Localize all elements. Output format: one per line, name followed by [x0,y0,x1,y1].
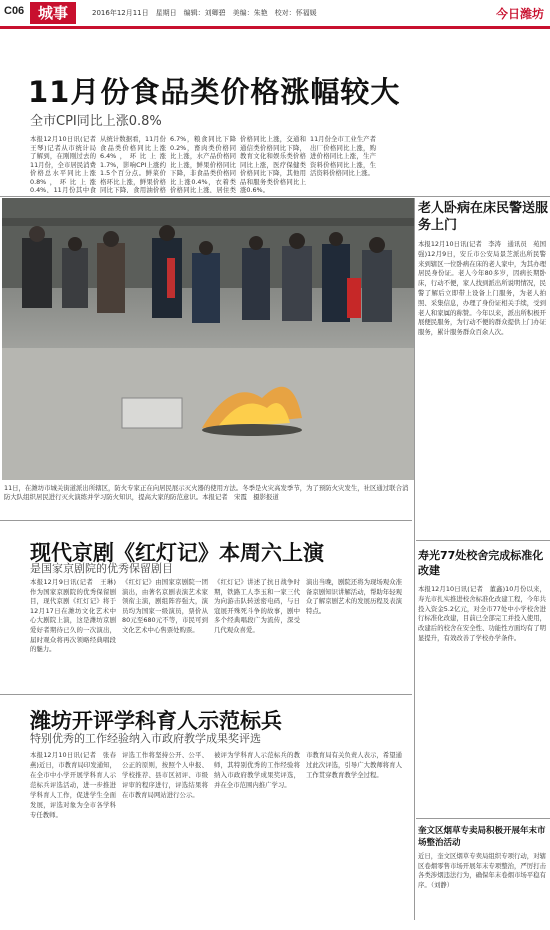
article2-subtitle: 是国家京剧院的优秀保留剧目 [30,562,173,575]
article3-headline: 潍坊开评学科育人示范标兵 [30,709,282,733]
article3-column-1: 本报12月10日讯(记者 张春燕)近日，市教育局印发通知，在全市中小学开展学科育人示范标兵评选活动，进一步推进学科育人工作，促进学生全面发展，评选对象为全市各学科专任教师。 [30,751,116,819]
lead-headline: 11月份食品类价格涨幅较大 [28,75,401,109]
right-headline-1: 老人卧病在床民警送服务上门 [418,201,549,233]
lead-column-5: 11月份全市工业生产者出厂价格同比上涨，购进价格同比上涨，生产资料价格同比上涨，生活资料价格同比上涨。 [310,135,376,177]
right-headline-2: 寿光77处校舍完成标准化改建 [418,549,544,577]
article3-subtitle: 特别优秀的工作经验纳入市政府教学成果奖评选 [30,732,261,745]
lead-column-2: 从统计数据看，11月份食品类价格同比上涨6.4%，环比上涨1.7%，影响CPI上涨约1.5个百分点。鲜菜价格环比上涨，鲜果价格同比下降，食用油价格 [100,135,166,193]
right-article-3-body: 近日，奎文区烟草专卖局组织专项行动，对辖区卷烟零售市场开展年末专项整治，严厉打击各类涉烟违法行为，确保年末卷烟市场平稳有序。（刘静） [418,852,546,889]
brand-logo: 今日潍坊 [495,7,544,21]
page-number: C06 [4,5,25,17]
article3-column-2: 评选工作将坚持公开、公平、公正的原则，按照个人申报、学校推荐、县市区初评、市级评审的程序进行，评选结果将在市教育局网站进行公示。 [122,751,208,799]
article3-column-3: 被评为学科育人示范标兵的教师，其特别优秀的工作经验将纳入市政府教学成果奖评选，并在全市范围内推广学习。 [214,751,300,789]
section-title: 城事 [30,2,76,24]
divider [0,196,550,197]
divider [0,694,412,695]
news-photo [2,198,414,480]
divider [416,540,550,541]
date-line: 2016年12月11日 星期日 编辑：刘卿碧 美编：朱艳 校对：怀福媛 [92,9,317,17]
right-headline-3: 奎文区烟草专卖局积极开展年末市场整治活动 [418,826,546,848]
divider [416,818,550,819]
article2-column-4: 演出当晚，剧院还将为现场观众准备京剧知识讲解活动，帮助年轻观众了解京剧艺术的发展历程及表演特点。 [306,578,402,615]
page-header [0,0,550,26]
article2-column-3: 《红灯记》讲述了抗日战争时期，铁路工人李玉和一家三代为向游击队转送密电码，与日寇展开殊死斗争的故事，剧中多个经典唱段广为流传，深受几代观众喜爱。 [214,578,300,634]
photo-scene [2,198,414,480]
article3-column-4: 市教育局有关负责人表示，希望通过此次评选，引导广大教师将育人工作贯穿教育教学全过程。 [306,751,402,779]
right-article-1-body: 本报12月10日讯(记者 李涛 通讯员 苑国强)12月9日，安丘市公安局景芝派出所民警来到辖区一位卧病在床的老人家中，为其办理居民身份证。老人今年80多岁，因病长期卧床，行动不便，家人找到派出所说明情况，民警了解后立即带上设备上门服务，为老人拍照、采集信息，办理了身份证相关手续，受到老人和家属的称赞。今年以来，派出所积极开展便民服务，为行动不便的群众提供上门办证服务，累计服务群众百余人次。 [418,240,546,337]
article2-headline: 现代京剧《红灯记》本周六上演 [30,541,324,565]
article2-column-2: 《红灯记》由国家京剧院一团演出，由著名京剧表演艺术家领衔主演，剧组阵容强大，演员均为国家一级演员，票价从80元至680元不等，市民可到文化艺术中心售票处购票。 [122,578,208,634]
photo-caption: 11日，在潍坊市城关街道派出所辖区，防火专家正在向居民展示灭火器的使用方法。冬季是火灾高发季节，为了预防火灾发生，社区通过联合消防大队组织居民进行灭火演练并学习防火知识，提高大家的防范意识。本报记者 宋霞 摄影报道 [4,484,409,501]
lead-column-3: 6.7%，粮食同比下降0.2%，畜肉类价格同比上涨，水产品价格同比上涨，鲜果价格同比下降，非食品类价格同比上涨0.4%，衣着类价格同比上涨，居住类 [170,135,236,193]
column-divider [414,198,415,920]
right-article-2-body: 本报12月10日讯(记者 董鑫)10月份以来，寿光市扎实推进校舍标准化改建工程，今年共投入资金5.2亿元，对全市77处中小学校舍进行标准化改建，目前已全部完工并投入使用，改建后的校舍在安全性、功能性方面均有了明显提升，有效改善了学校办学条件。 [418,585,546,642]
lead-column-1: 本报12月10日讯(记者 王琴)记者从市统计局了解到，在刚刚过去的11月份，全市居民消费价格总水平同比上涨0.8%，环比上涨0.4%，11月份其中食 [30,135,96,193]
article2-column-1: 本报12月9日讯(记者 王琳)作为国家京剧院的优秀保留剧目，现代京剧《红灯记》将于12月17日在潍坊文化艺术中心大剧院上演，这是潍坊京剧爱好者期待已久的一次演出，届时观众将再次领略经典唱段的魅力。 [30,578,116,654]
divider [0,520,412,521]
lead-subtitle: 全市CPI同比上涨0.8% [30,114,162,129]
header-divider [0,26,550,29]
lead-column-4: 价格同比上涨，交通和通信类价格同比下降，教育文化和娱乐类价格同比上涨，医疗保健类价格同比下降，其他用品和服务类价格同比上涨0.6%。 [240,135,306,193]
